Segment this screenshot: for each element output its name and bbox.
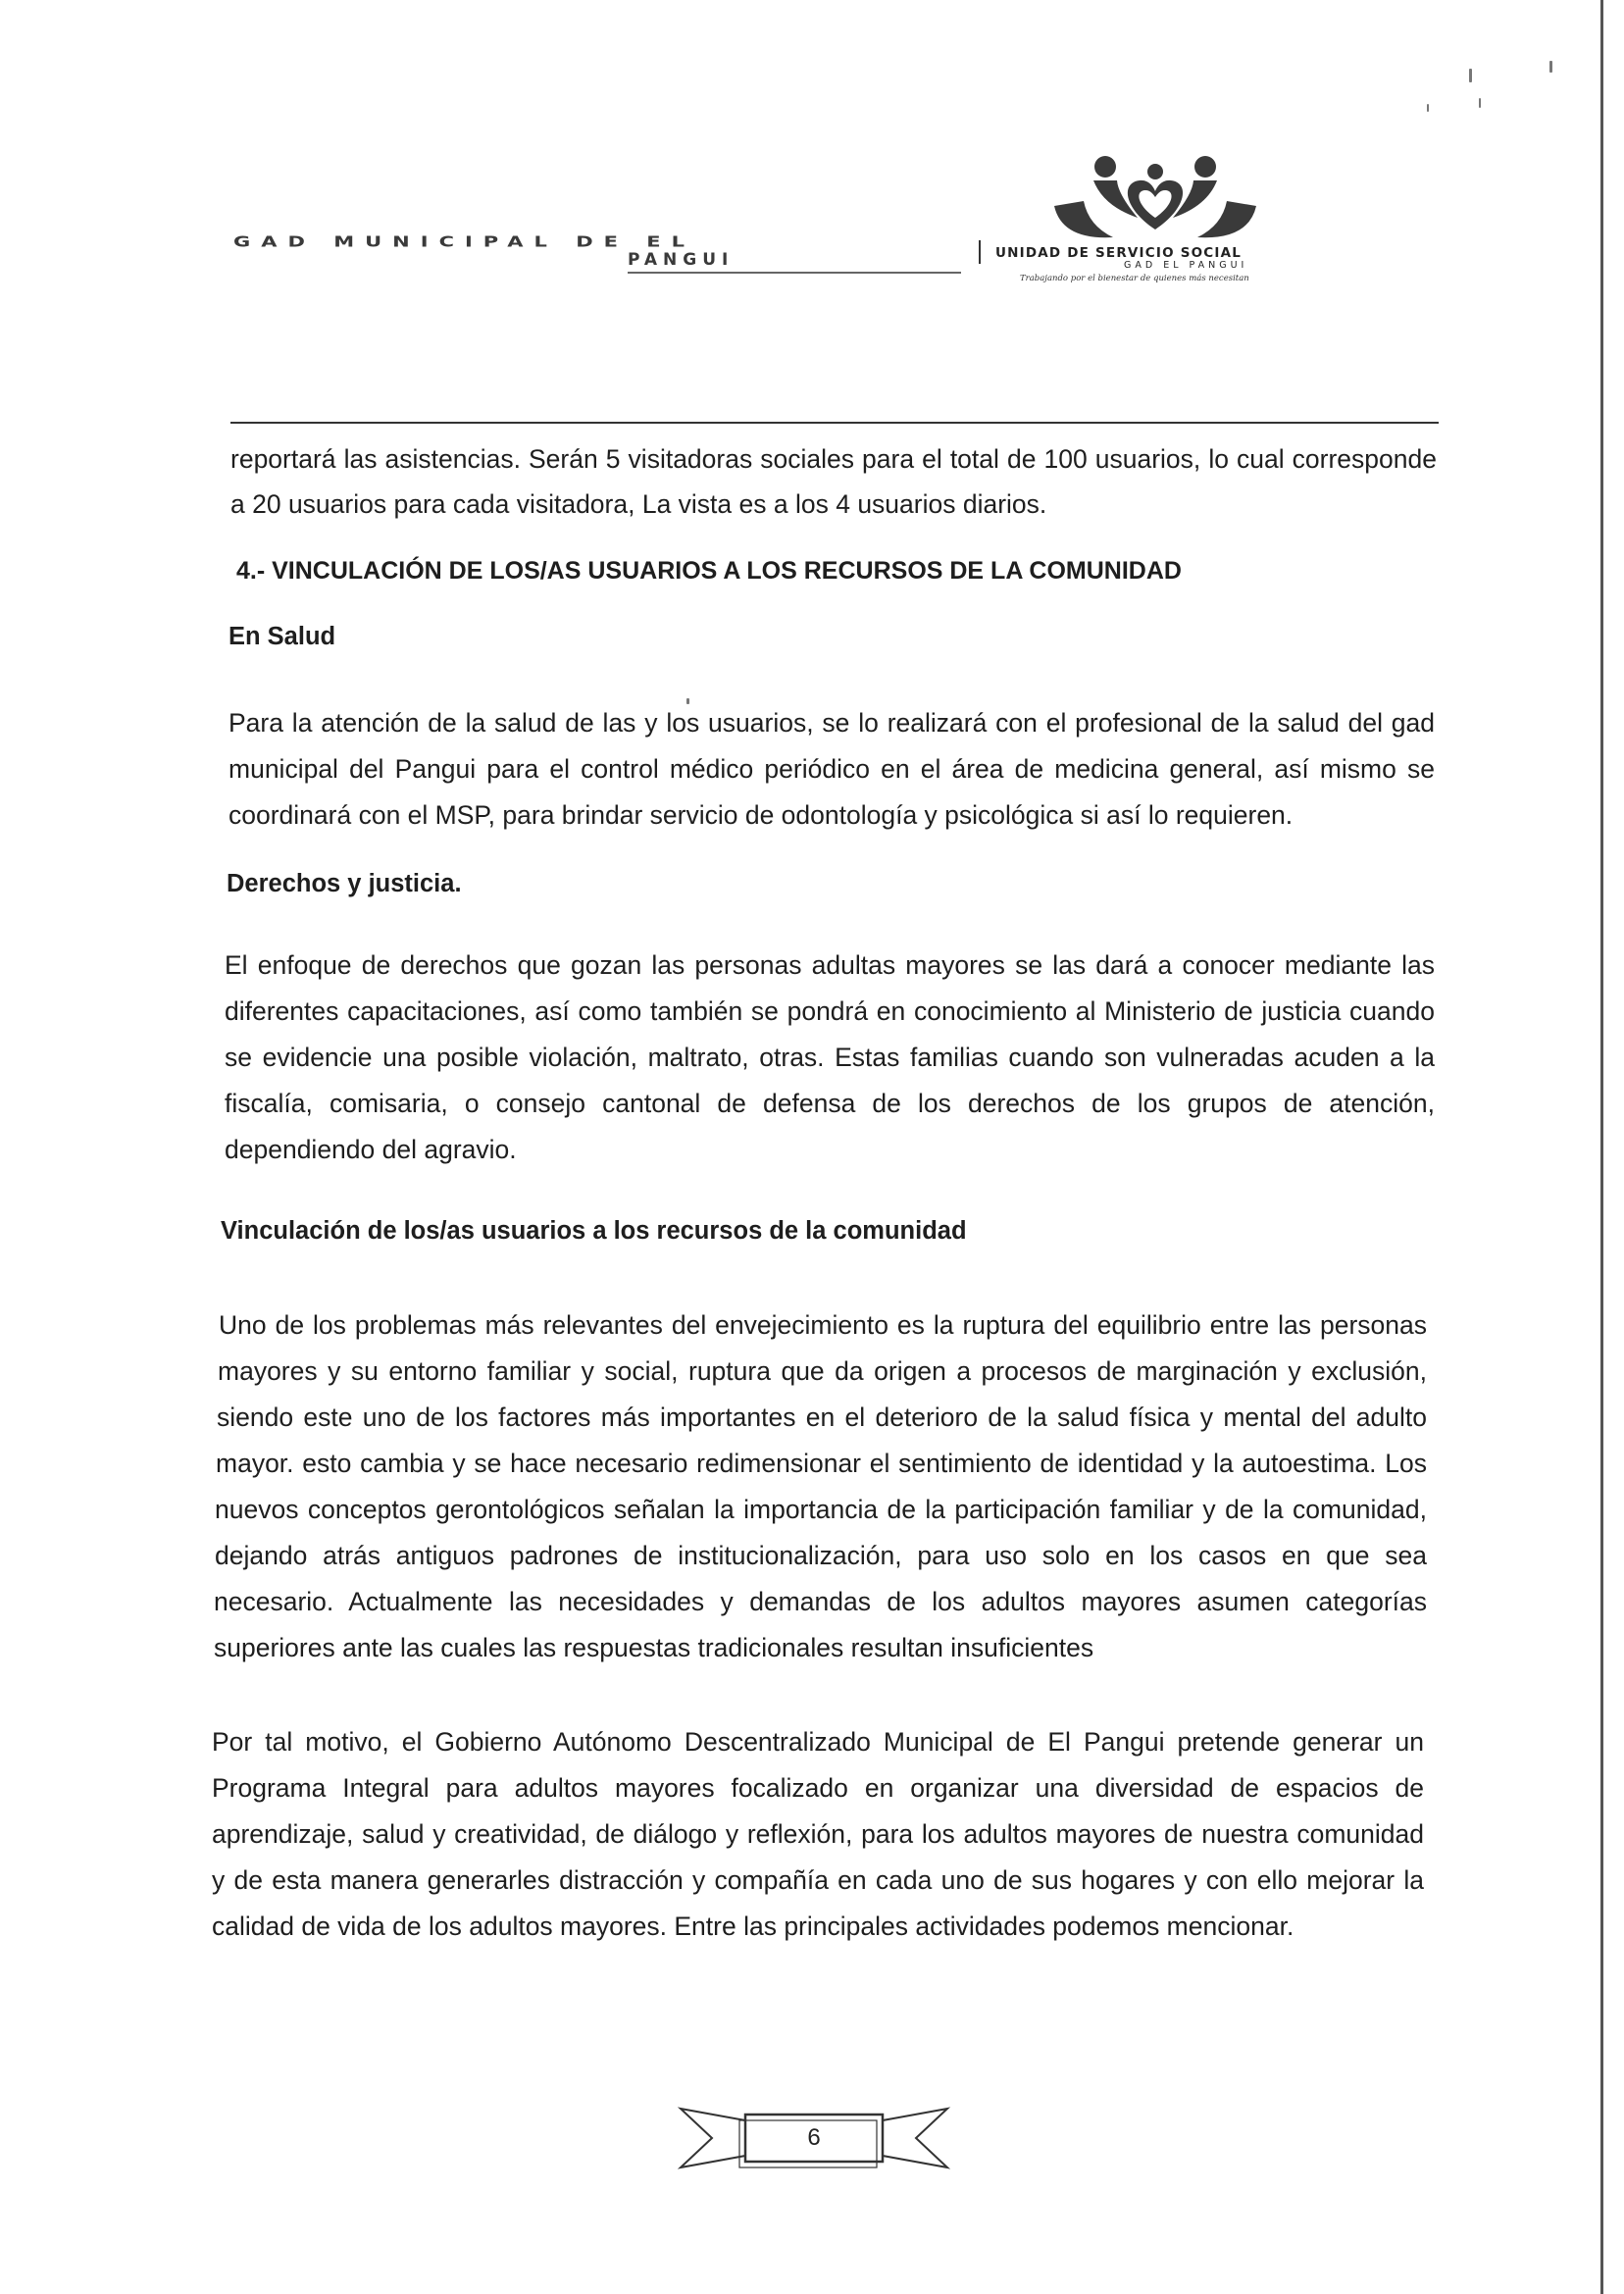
- unit-title: UNIDAD DE SERVICIO SOCIAL: [995, 245, 1243, 261]
- paragraph-line: dejando atrás antiguos padrones de institucionalización, para uso solo en los casos en que sea: [215, 1541, 1427, 1570]
- subheading-vinculacion: Vinculación de los/as usuarios a los recursos de la comunidad: [221, 1217, 967, 1245]
- paragraph-line: fiscalía, comisaria, o consejo cantonal de defensa de los derechos de los grupos de atención,: [225, 1089, 1435, 1118]
- page-number: 6: [807, 2124, 821, 2151]
- subheading-salud: En Salud: [228, 623, 336, 650]
- paragraph-line: Programa Integral para adultos mayores focalizado en organizar una diversidad de espacios de: [212, 1773, 1424, 1803]
- paragraph-line: El enfoque de derechos que gozan las personas adultas mayores se las dará a conocer mediante las: [225, 950, 1435, 980]
- paragraph-line: municipal del Pangui para el control médico periódico en el área de medicina general, así mismo se: [228, 754, 1435, 784]
- paragraph-line: se evidencie una posible violación, maltrato, otras. Estas familias cuando son vulneradas acuden a la: [225, 1043, 1435, 1072]
- paragraph-line: aprendizaje, salud y creatividad, de diálogo y reflexión, para los adultos mayores de nuestra comunidad: [212, 1819, 1424, 1849]
- paragraph-line: coordinará con el MSP, para brindar servicio de odontología y psicológica si así lo requieren.: [228, 800, 1294, 830]
- unit-subtitle: GAD EL PANGUI: [1124, 260, 1248, 271]
- gad-logo-text: GAD MUNICIPAL DE EL: [233, 233, 696, 251]
- paragraph-line: siendo este uno de los factores más importantes en el deterioro de la salud física y mental del adulto: [217, 1402, 1427, 1432]
- paragraph-line: mayor. esto cambia y se hace necesario redimensionar el sentimiento de identidad y la autoestima. Los: [216, 1449, 1427, 1478]
- scan-edge: [1600, 0, 1603, 2294]
- scan-speck: [686, 698, 689, 704]
- gad-logo-subtext: PANGUI: [628, 250, 735, 270]
- paragraph-line: y de esta manera generarles distracción y compañía en cada uno de sus hogares y con ello mejorar la: [212, 1865, 1424, 1895]
- paragraph-line: superiores ante las cuales las respuestas tradicionales resultan insuficientes: [214, 1633, 1094, 1662]
- section-heading: 4.- VINCULACIÓN DE LOS/AS USUARIOS A LOS RECURSOS DE LA COMUNIDAD: [236, 557, 1182, 585]
- paragraph-line: calidad de vida de los adultos mayores. Entre las principales actividades podemos mencionar.: [212, 1912, 1294, 1941]
- paragraph-line: a 20 usuarios para cada visitadora, La vista es a los 4 usuarios diarios.: [230, 489, 1047, 519]
- scan-speck: [1427, 104, 1429, 112]
- paragraph-line: diferentes capacitaciones, así como también se pondrá en conocimiento al Ministerio de justicia cuando: [225, 996, 1435, 1026]
- unit-slogan: Trabajando por el bienestar de quienes más necesitan: [1020, 274, 1249, 283]
- paragraph-line: nuevos conceptos gerontológicos señalan la importancia de la participación familiar y de la comunidad,: [215, 1495, 1427, 1524]
- paragraph-line: reportará las asistencias. Serán 5 visitadoras sociales para el total de 100 usuarios, lo cual corresponde: [230, 444, 1437, 474]
- paragraph-line: Por tal motivo, el Gobierno Autónomo Descentralizado Municipal de El Pangui pretende generar un: [212, 1727, 1424, 1757]
- scan-speck: [1479, 98, 1481, 108]
- paragraph-line: necesario. Actualmente las necesidades y demandas de los adultos mayores asumen categorías: [214, 1587, 1427, 1616]
- paragraph-line: dependiendo del agravio.: [225, 1135, 517, 1164]
- subheading-derechos: Derechos y justicia.: [227, 870, 462, 897]
- paragraph-line: mayores y su entorno familiar y social, ruptura que da origen a procesos de marginación y exclusión,: [218, 1356, 1427, 1386]
- scan-speck: [1469, 69, 1472, 82]
- paragraph-line: Para la atención de la salud de las y los usuarios, se lo realizará con el profesional de la salud del gad: [228, 708, 1435, 738]
- paragraph-line: Uno de los problemas más relevantes del envejecimiento es la ruptura del equilibrio entre las personas: [219, 1310, 1427, 1340]
- scan-speck: [1549, 61, 1552, 73]
